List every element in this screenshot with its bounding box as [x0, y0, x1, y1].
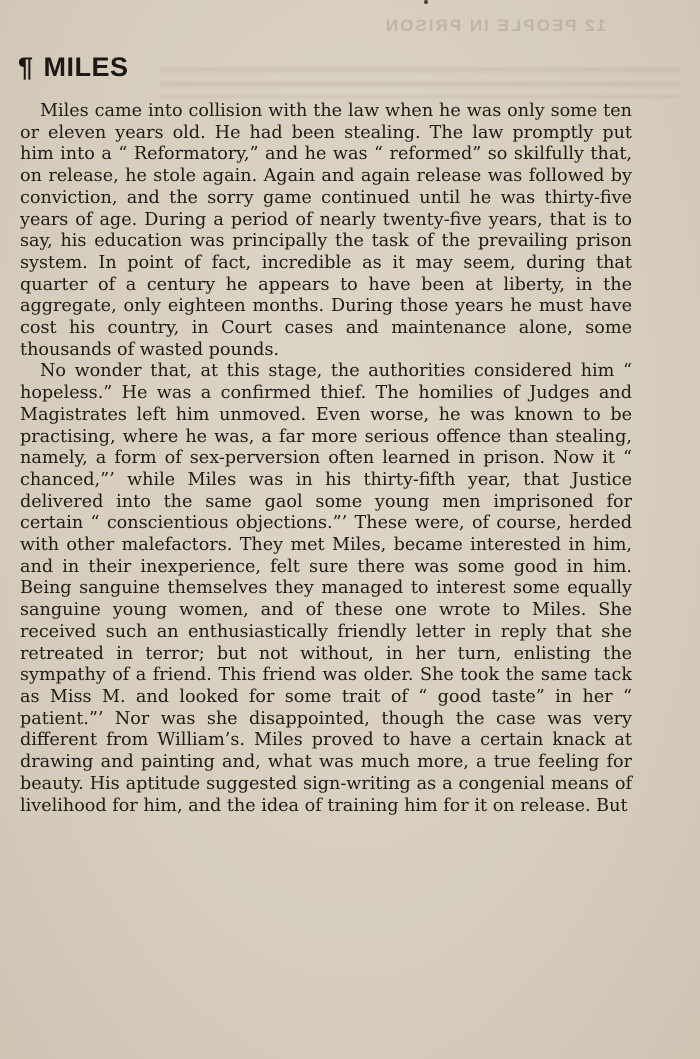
bleed-through-running-header: 12 PEOPLE IN PRISON: [383, 16, 607, 35]
pilcrow-marker: ¶: [18, 52, 34, 82]
body-text: [20, 101, 632, 817]
paragraph-1: Miles came into collision with the law when he was only some ten or eleven years old. He had been stealing. The law promptly put him into a “ Reformatory,” and he was “ reformed” so skilfully that, on release, he stole again. Again and again release was followed by conviction, and the sorry game continued until he was thirty-five years of age. During a period of nearly twenty-five years, that is to say, his education was principally the task of the prevailing prison system. In point of fact, incredible as it may seem, during that quarter of a century he appears to have been at liberty, in the aggregate, only eighteen months. During those years he must have cost his country, in Court cases and maintenance alone, some thousands of wasted pounds.: [20, 101, 632, 360]
paragraph-2: No wonder that, at this stage, the authorities considered him “ hopeless.” He was a confirmed thief. The homilies of Judges and Magistrates left him unmoved. Even worse, he was known to be practising, where he was, a far more serious offence than stealing, namely, a form of sex-perversion often learned in prison. Now it “ chanced,”’ while Miles was in his thirty-fifth year, that Justice delivered into the same gaol some young men imprisoned for certain “ conscientious objections.”’ These were, of course, herded with other malefactors. They met Miles, became interested in him, and in their inexperience, felt sure there was some good in him. Being sanguine themselves they managed to interest some equally sanguine young women, and of these one wrote to Miles. She received such an enthusiastically friendly letter in reply that she retreated in terror; but not without, in her turn, enlisting the sympathy of a friend. This friend was older. She took the same tack as Miss M. and looked for some trait of “ good taste” in her “ patient.”’ Nor was she disappointed, though the case was very different from William’s. Miles proved to have a certain knack at drawing and painting and, what was much more, a true feeling for beauty. His aptitude suggested sign-writing as a congenial means of livelihood for him, and the idea of training him for it on release. But: [20, 361, 632, 816]
section-heading: [18, 52, 129, 83]
section-title: MILES: [43, 52, 129, 82]
ink-dot: [424, 0, 428, 4]
bleed-through-text: [160, 58, 680, 98]
